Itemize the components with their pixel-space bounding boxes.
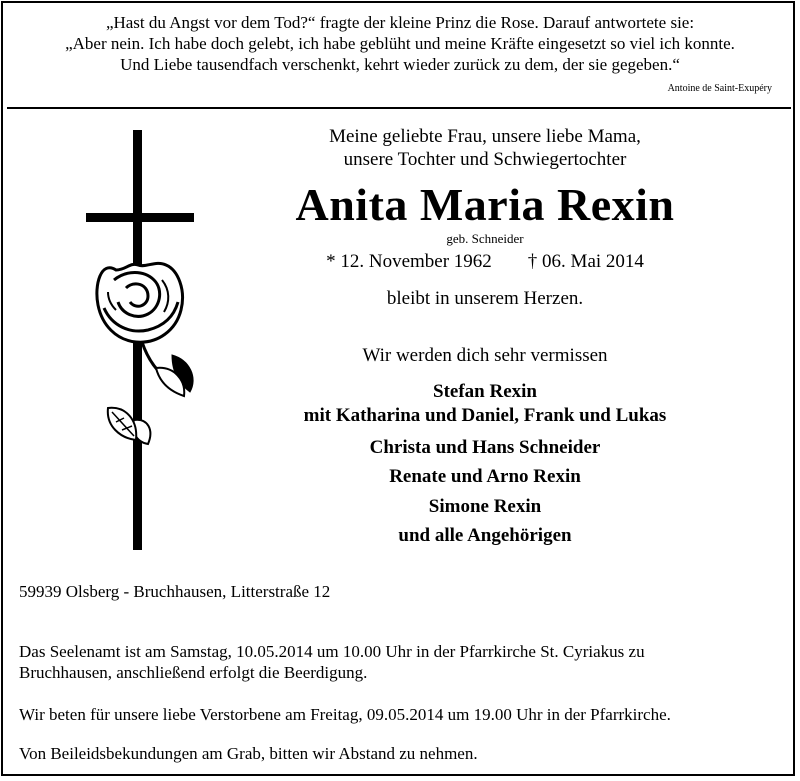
- family-line: mit Katharina und Daniel, Frank und Lukas: [303, 405, 667, 426]
- birth-date: * 12. November 1962: [326, 251, 492, 272]
- quote-line: „Aber nein. Ich habe doch gelebt, ich habe geblüht und meine Kräfte eingesetzt so viel ich konnte.: [65, 34, 735, 53]
- prayer-info: Wir beten für unsere liebe Verstorbene am Freitag, 09.05.2014 um 19.00 Uhr in der Pfarrkirche.: [19, 705, 671, 724]
- quote-block: [0, 12, 800, 75]
- condolence-note: Von Beileidsbekundungen am Grab, bitten wir Abstand zu nehmen.: [19, 744, 478, 763]
- intro-text: [230, 125, 740, 171]
- service-info-line: Das Seelenamt ist am Samstag, 10.05.2014 um 10.00 Uhr in der Pfarrkirche St. Cyriakus zu: [19, 642, 645, 661]
- divider-line: [7, 107, 791, 109]
- deceased-name: Anita Maria Rexin: [295, 179, 675, 230]
- family-line: Christa und Hans Schneider: [369, 437, 601, 458]
- life-dates: [230, 251, 740, 273]
- birth-name: geb. Schneider: [446, 231, 524, 246]
- family-line: Stefan Rexin: [433, 381, 537, 402]
- quote-line: „Hast du Angst vor dem Tod?“ fragte der kleine Prinz die Rose. Darauf antwortete sie:: [105, 13, 695, 32]
- family-line: Renate und Arno Rexin: [389, 466, 581, 487]
- miss-text: Wir werden dich sehr vermissen: [362, 345, 608, 366]
- remembrance-text: bleibt in unserem Herzen.: [386, 288, 584, 309]
- cross-rose-emblem: [86, 130, 196, 550]
- intro-line: unsere Tochter und Schwiegertochter: [343, 149, 627, 170]
- address: 59939 Olsberg - Bruchhausen, Litterstraße 12: [19, 582, 331, 601]
- quote-line: Und Liebe tausendfach verschenkt, kehrt wieder zurück zu dem, der sie gegeben.“: [120, 55, 680, 74]
- death-date: † 06. Mai 2014: [527, 251, 644, 272]
- service-info-line: Bruchhausen, anschließend erfolgt die Beerdigung.: [19, 663, 368, 682]
- quote-author: Antoine de Saint-Exupéry: [667, 83, 772, 94]
- family-line: Simone Rexin: [428, 496, 542, 517]
- family-line: und alle Angehörigen: [398, 525, 572, 546]
- intro-line: Meine geliebte Frau, unsere liebe Mama,: [329, 126, 641, 147]
- rose-icon: [97, 263, 193, 444]
